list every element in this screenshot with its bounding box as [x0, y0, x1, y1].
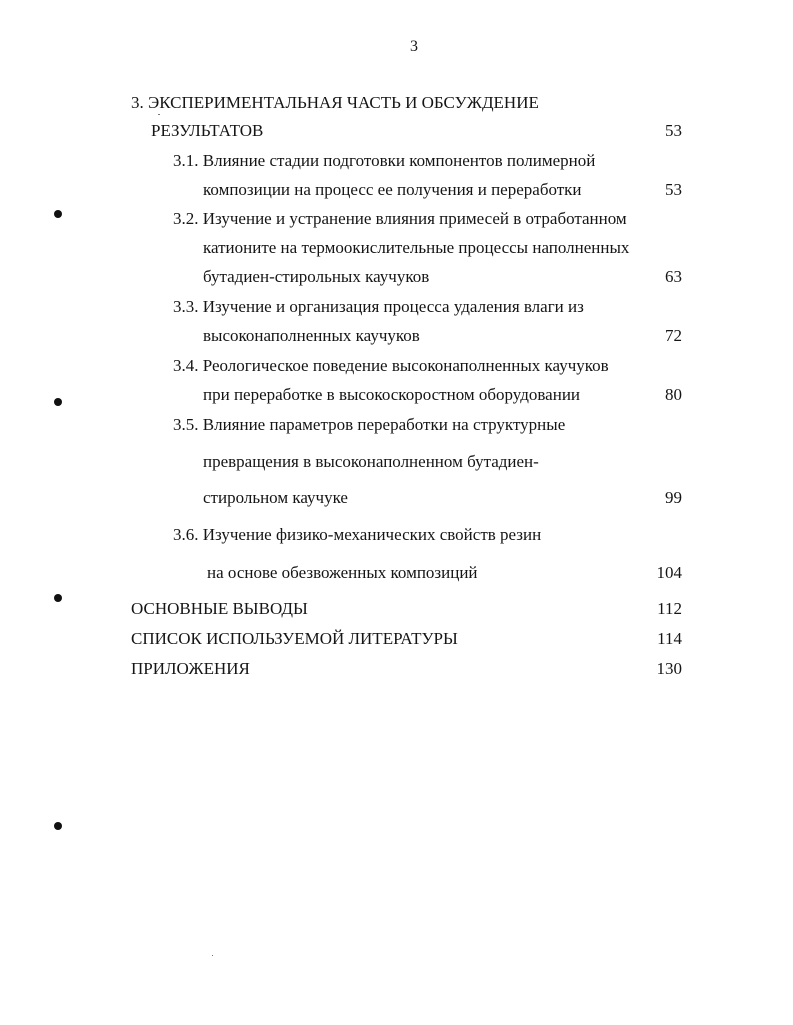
section-3-2-line-2: катионите на термоокислительные процессы наполненных [203, 238, 630, 257]
appendices-page: 130 [656, 659, 682, 678]
conclusions-title: ОСНОВНЫЕ ВЫВОДЫ [131, 599, 308, 618]
punch-hole [54, 398, 62, 406]
appendices-title: ПРИЛОЖЕНИЯ [131, 659, 250, 678]
section-3-5-page: 99 [665, 488, 682, 507]
chapter-3-title-line-1: 3. ЭКСПЕРИМЕНТАЛЬНАЯ ЧАСТЬ И ОБСУЖДЕНИЕ [131, 93, 539, 112]
section-3-5-line-2: превращения в высоконаполненном бутадиен- [203, 452, 539, 471]
conclusions-page: 112 [657, 599, 682, 618]
section-3-4-line-1: 3.4. Реологическое поведение высоконаполненных каучуков [173, 356, 609, 375]
section-3-6-line-1: 3.6. Изучение физико-механических свойств резин [173, 525, 542, 544]
section-3-2-line-1: 3.2. Изучение и устранение влияния примесей в отработанном [173, 209, 627, 228]
section-3-2-page: 63 [665, 267, 682, 286]
chapter-3-page: 53 [665, 121, 682, 140]
section-3-6-line-2: на основе обезвоженных композиций [207, 563, 478, 582]
section-3-1-line-2: композиции на процесс ее получения и переработки [203, 180, 582, 199]
section-3-4-page: 80 [665, 385, 682, 404]
references-page: 114 [657, 629, 682, 648]
section-3-3-line-1: 3.3. Изучение и организация процесса удаления влаги из [173, 297, 584, 316]
scan-speck [158, 114, 160, 115]
section-3-5-line-3: стирольном каучуке [203, 488, 348, 507]
section-3-3-page: 72 [665, 326, 682, 345]
punch-hole [54, 210, 62, 218]
section-3-1-page: 53 [665, 180, 682, 199]
chapter-3-title-line-2: РЕЗУЛЬТАТОВ [151, 121, 264, 140]
punch-hole [54, 594, 62, 602]
section-3-1-line-1: 3.1. Влияние стадии подготовки компонентов полимерной [173, 151, 596, 170]
scan-speck [212, 955, 213, 956]
section-3-4-line-2: при переработке в высокоскоростном оборудовании [203, 385, 581, 404]
punch-hole [54, 822, 62, 830]
page-number: 3 [410, 38, 418, 55]
section-3-6-page: 104 [656, 563, 682, 582]
section-3-3-line-2: высоконаполненных каучуков [203, 326, 420, 345]
section-3-2-line-3: бутадиен-стирольных каучуков [203, 267, 430, 286]
references-title: СПИСОК ИСПОЛЬЗУЕМОЙ ЛИТЕРАТУРЫ [131, 629, 458, 648]
section-3-5-line-1: 3.5. Влияние параметров переработки на структурные [173, 415, 566, 434]
